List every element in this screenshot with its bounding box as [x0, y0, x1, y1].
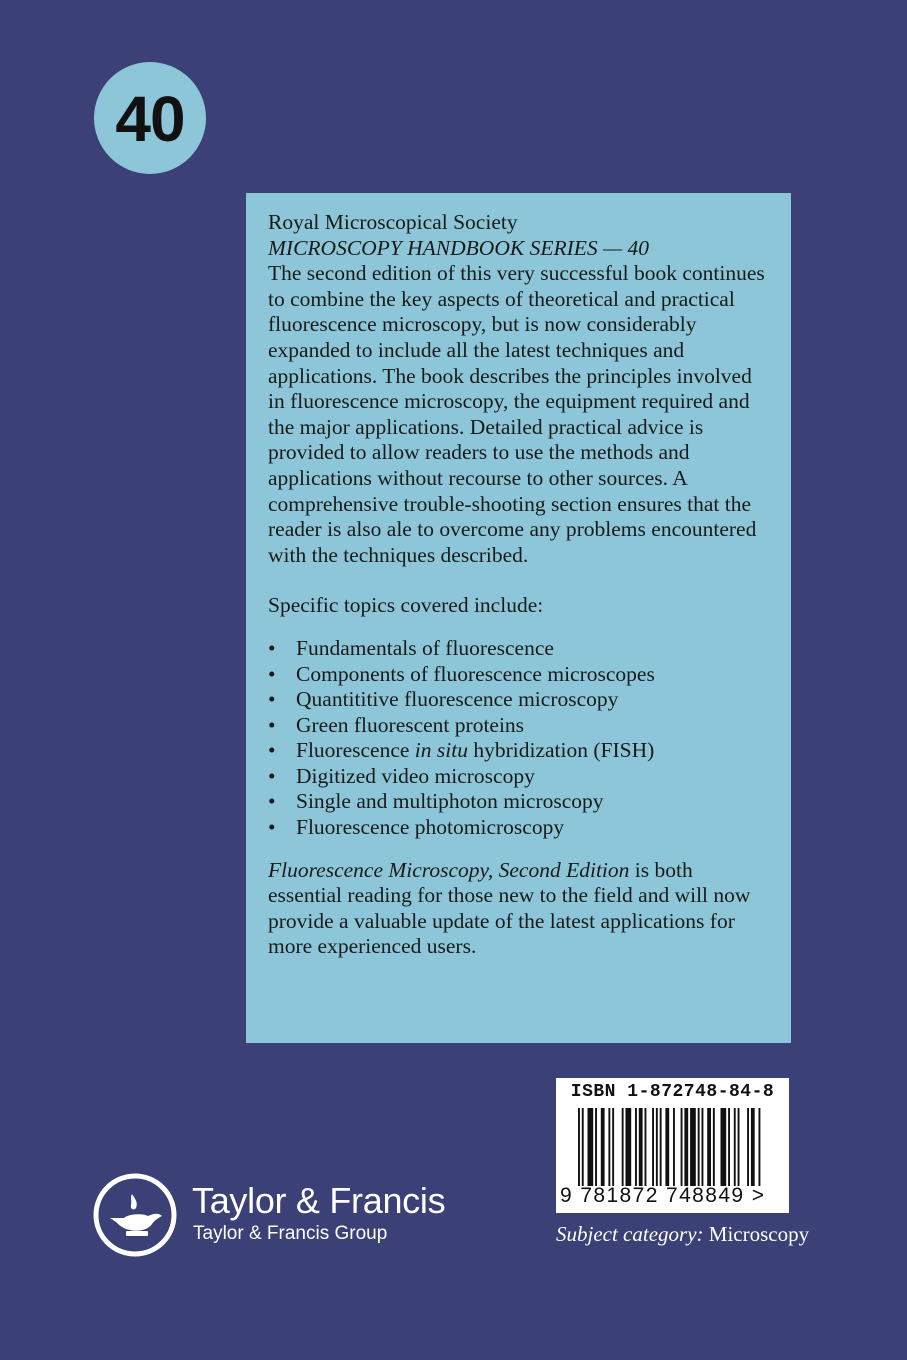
barcode-bar	[707, 1108, 711, 1186]
barcode-bar	[656, 1108, 658, 1186]
barcode-bar	[652, 1108, 654, 1186]
topic-text: Components of fluorescence microscopes	[296, 661, 655, 686]
barcode-bar	[582, 1108, 584, 1186]
bullet-icon: •	[268, 738, 276, 763]
barcode-bar	[690, 1108, 696, 1186]
closing-statement	[268, 858, 771, 960]
barcode-bar	[626, 1108, 632, 1186]
isbn-number: ISBN 1-872748-84-8	[570, 1082, 775, 1102]
book-description: The second edition of this very successful book continues to combine the key aspects of theoretical and practical fluorescence microscopy, but is now considerably expanded to include all the latest techniques and applications. The book describes the principles involved in fluorescence microscopy, the equipment required and the major applications. Detailed practical advice is provided to allow readers to use the methods and applications without recourse to other sources. A comprehensive trouble-shooting section ensures that the reader is also ale to overcome any problems encountered with the techniques described.	[268, 261, 765, 567]
isbn-barcode	[556, 1078, 789, 1213]
topic-item	[268, 687, 771, 713]
barcode-bar	[595, 1108, 597, 1186]
topic-item	[268, 764, 771, 790]
subject-category	[556, 1222, 809, 1247]
topic-text: Fluorescence photomicroscopy	[296, 815, 565, 840]
topic-item	[268, 636, 771, 662]
topic-text: Green fluorescent proteins	[296, 712, 525, 737]
series-title: MICROSCOPY HANDBOOK SERIES — 40	[268, 235, 650, 260]
topic-item	[268, 789, 771, 815]
topic-item	[268, 815, 771, 841]
bullet-icon: •	[268, 815, 276, 840]
barcode-bar	[684, 1108, 688, 1186]
barcode-bar	[759, 1108, 761, 1186]
subject-label: Subject category:	[556, 1222, 704, 1246]
blurb-panel	[246, 193, 791, 1043]
barcode-bar	[608, 1108, 610, 1186]
barcode-bar	[751, 1108, 755, 1186]
barcode-bar	[622, 1108, 624, 1186]
barcode-digits: 9 781872 748849 >	[560, 1184, 766, 1207]
topics-list	[268, 636, 771, 841]
closing-text: is both essential reading for those new to the field and will now provide a valuable update of the latest applications for more experienced users.	[268, 857, 751, 959]
topic-text: Quantititive fluorescence microscopy	[296, 687, 619, 712]
barcode-bar	[738, 1108, 740, 1186]
bullet-icon: •	[268, 661, 276, 686]
barcode-bar	[645, 1108, 647, 1186]
topic-text: Fundamentals of fluorescence	[296, 635, 554, 660]
barcode-bar	[665, 1108, 669, 1186]
topic-item	[268, 713, 771, 739]
society-name: Royal Microscopical Society	[268, 210, 518, 234]
barcode-bars	[578, 1108, 768, 1186]
publisher-group: Taylor & Francis Group	[193, 1223, 388, 1244]
barcode-bar	[721, 1108, 727, 1186]
barcode-bar	[681, 1108, 683, 1186]
series-number: 40	[115, 83, 185, 155]
topic-item	[268, 738, 771, 764]
barcode-bar	[612, 1108, 614, 1186]
barcode-bar	[728, 1108, 730, 1186]
bullet-icon: •	[268, 789, 276, 814]
barcode-bar	[578, 1108, 580, 1186]
oil-lamp-icon	[92, 1172, 178, 1258]
barcode-bar	[601, 1108, 605, 1186]
topic-item	[268, 662, 771, 688]
topic-text: Single and multiphoton microscopy	[296, 789, 604, 814]
bullet-icon: •	[268, 712, 276, 737]
barcode-bar	[702, 1108, 704, 1186]
bullet-icon: •	[268, 763, 276, 788]
bullet-icon: •	[268, 635, 276, 660]
topic-text-italic: in situ	[414, 738, 468, 763]
topic-text-after: hybridization (FISH)	[467, 738, 655, 763]
barcode-bar	[734, 1108, 736, 1186]
barcode-bar	[635, 1108, 637, 1186]
topics-intro: Specific topics covered include:	[268, 593, 544, 618]
barcode-bar	[660, 1108, 662, 1186]
topic-text: Digitized video microscopy	[296, 763, 535, 788]
book-title: Fluorescence Microscopy, Second Edition	[268, 857, 630, 882]
series-number-badge	[94, 62, 206, 174]
topic-text	[296, 738, 654, 764]
barcode-bar	[713, 1108, 715, 1186]
barcode-bar	[639, 1108, 643, 1186]
barcode-bar	[698, 1108, 700, 1186]
bullet-icon: •	[268, 687, 276, 712]
barcode-bar	[747, 1108, 749, 1186]
publisher-name: Taylor & Francis	[192, 1180, 446, 1221]
barcode-bar	[673, 1108, 675, 1186]
subject-value: Microscopy	[703, 1222, 810, 1246]
topic-text-before: Fluorescence	[296, 738, 415, 763]
barcode-bar	[588, 1108, 594, 1186]
